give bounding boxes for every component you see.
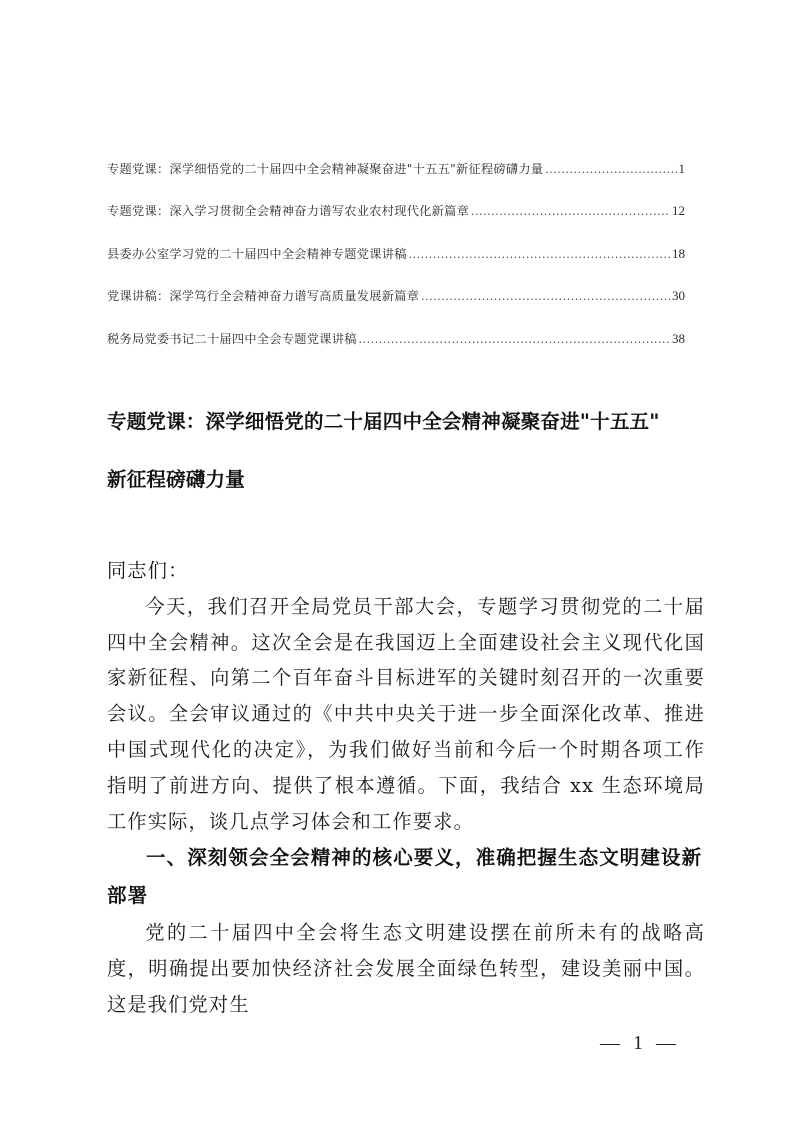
section-heading-1: 一、深刻领会全会精神的核心要义，准确把握生态文明建设新部署 [107,846,703,908]
toc-entry-title: 专题党课：深入学习贯彻全会精神奋力谱写农业农村现代化新篇章 [107,204,470,219]
paragraph-intro: 今天，我们召开全局党员干部大会，专题学习贯彻党的二十届四中全会精神。这次全会是在我国迈上全面建设社会主义现代化国家新征程、向第二个百年奋斗目标进军的关键时刻召开的一次重要会议。全会审议通过的《中共中央关于进一步全面深化改革、推进中国式现代化的决定》，为我们做好当前和今后一个时期各项工作指明了前进方向、提供了根本遵循。下面，我结合 xx 生态环境局工作实际，谈几点学习体会和工作要求。 [107,594,705,833]
toc-entry-title: 专题党课：深学细悟党的二十届四中全会精神凝聚奋进"十五五"新征程磅礴力量 [107,162,544,176]
paragraph-section-1: 党的二十届四中全会将生态文明建设摆在前所未有的战略高度，明确提出要加快经济社会发展全面绿色转型，建设美丽中国。这是我们党对生 [107,921,705,1016]
toc-entry-page: 18 [672,245,685,261]
article-title-line-1: 专题党课：深学细悟党的二十届四中全会精神凝聚奋进"十五五" [107,410,660,433]
toc-entry[interactable] [107,160,685,202]
toc-entry[interactable] [107,330,685,372]
toc-entry-title: 县委办公室学习党的二十届四中全会精神专题党课讲稿 [107,246,407,261]
toc-entry[interactable] [107,202,685,244]
page-number: — 1 — [600,1032,680,1054]
article-body [107,553,705,1023]
toc-leader-dots [359,332,670,347]
toc-leader-dots [545,162,676,177]
toc-entry-page: 12 [672,203,685,219]
toc-entry-page: 30 [672,288,685,304]
salutation: 同志们： [107,559,189,582]
toc-entry-page: 38 [672,330,685,346]
toc-leader-dots [471,204,670,219]
toc-leader-dots [421,289,670,304]
toc-entry-title: 党课讲稿：深学笃行全会精神奋力谱写高质量发展新篇章 [107,289,420,304]
toc-entry-page: 1 [678,161,685,176]
toc-entry[interactable] [107,287,685,329]
toc-entry[interactable] [107,245,685,287]
table-of-contents [107,160,685,372]
toc-entry-title: 税务局党委书记二十届四中全会专题党课讲稿 [107,331,357,346]
toc-leader-dots [409,247,670,262]
article-title [107,393,707,509]
article-title-line-2: 新征程磅礴力量 [107,468,245,491]
